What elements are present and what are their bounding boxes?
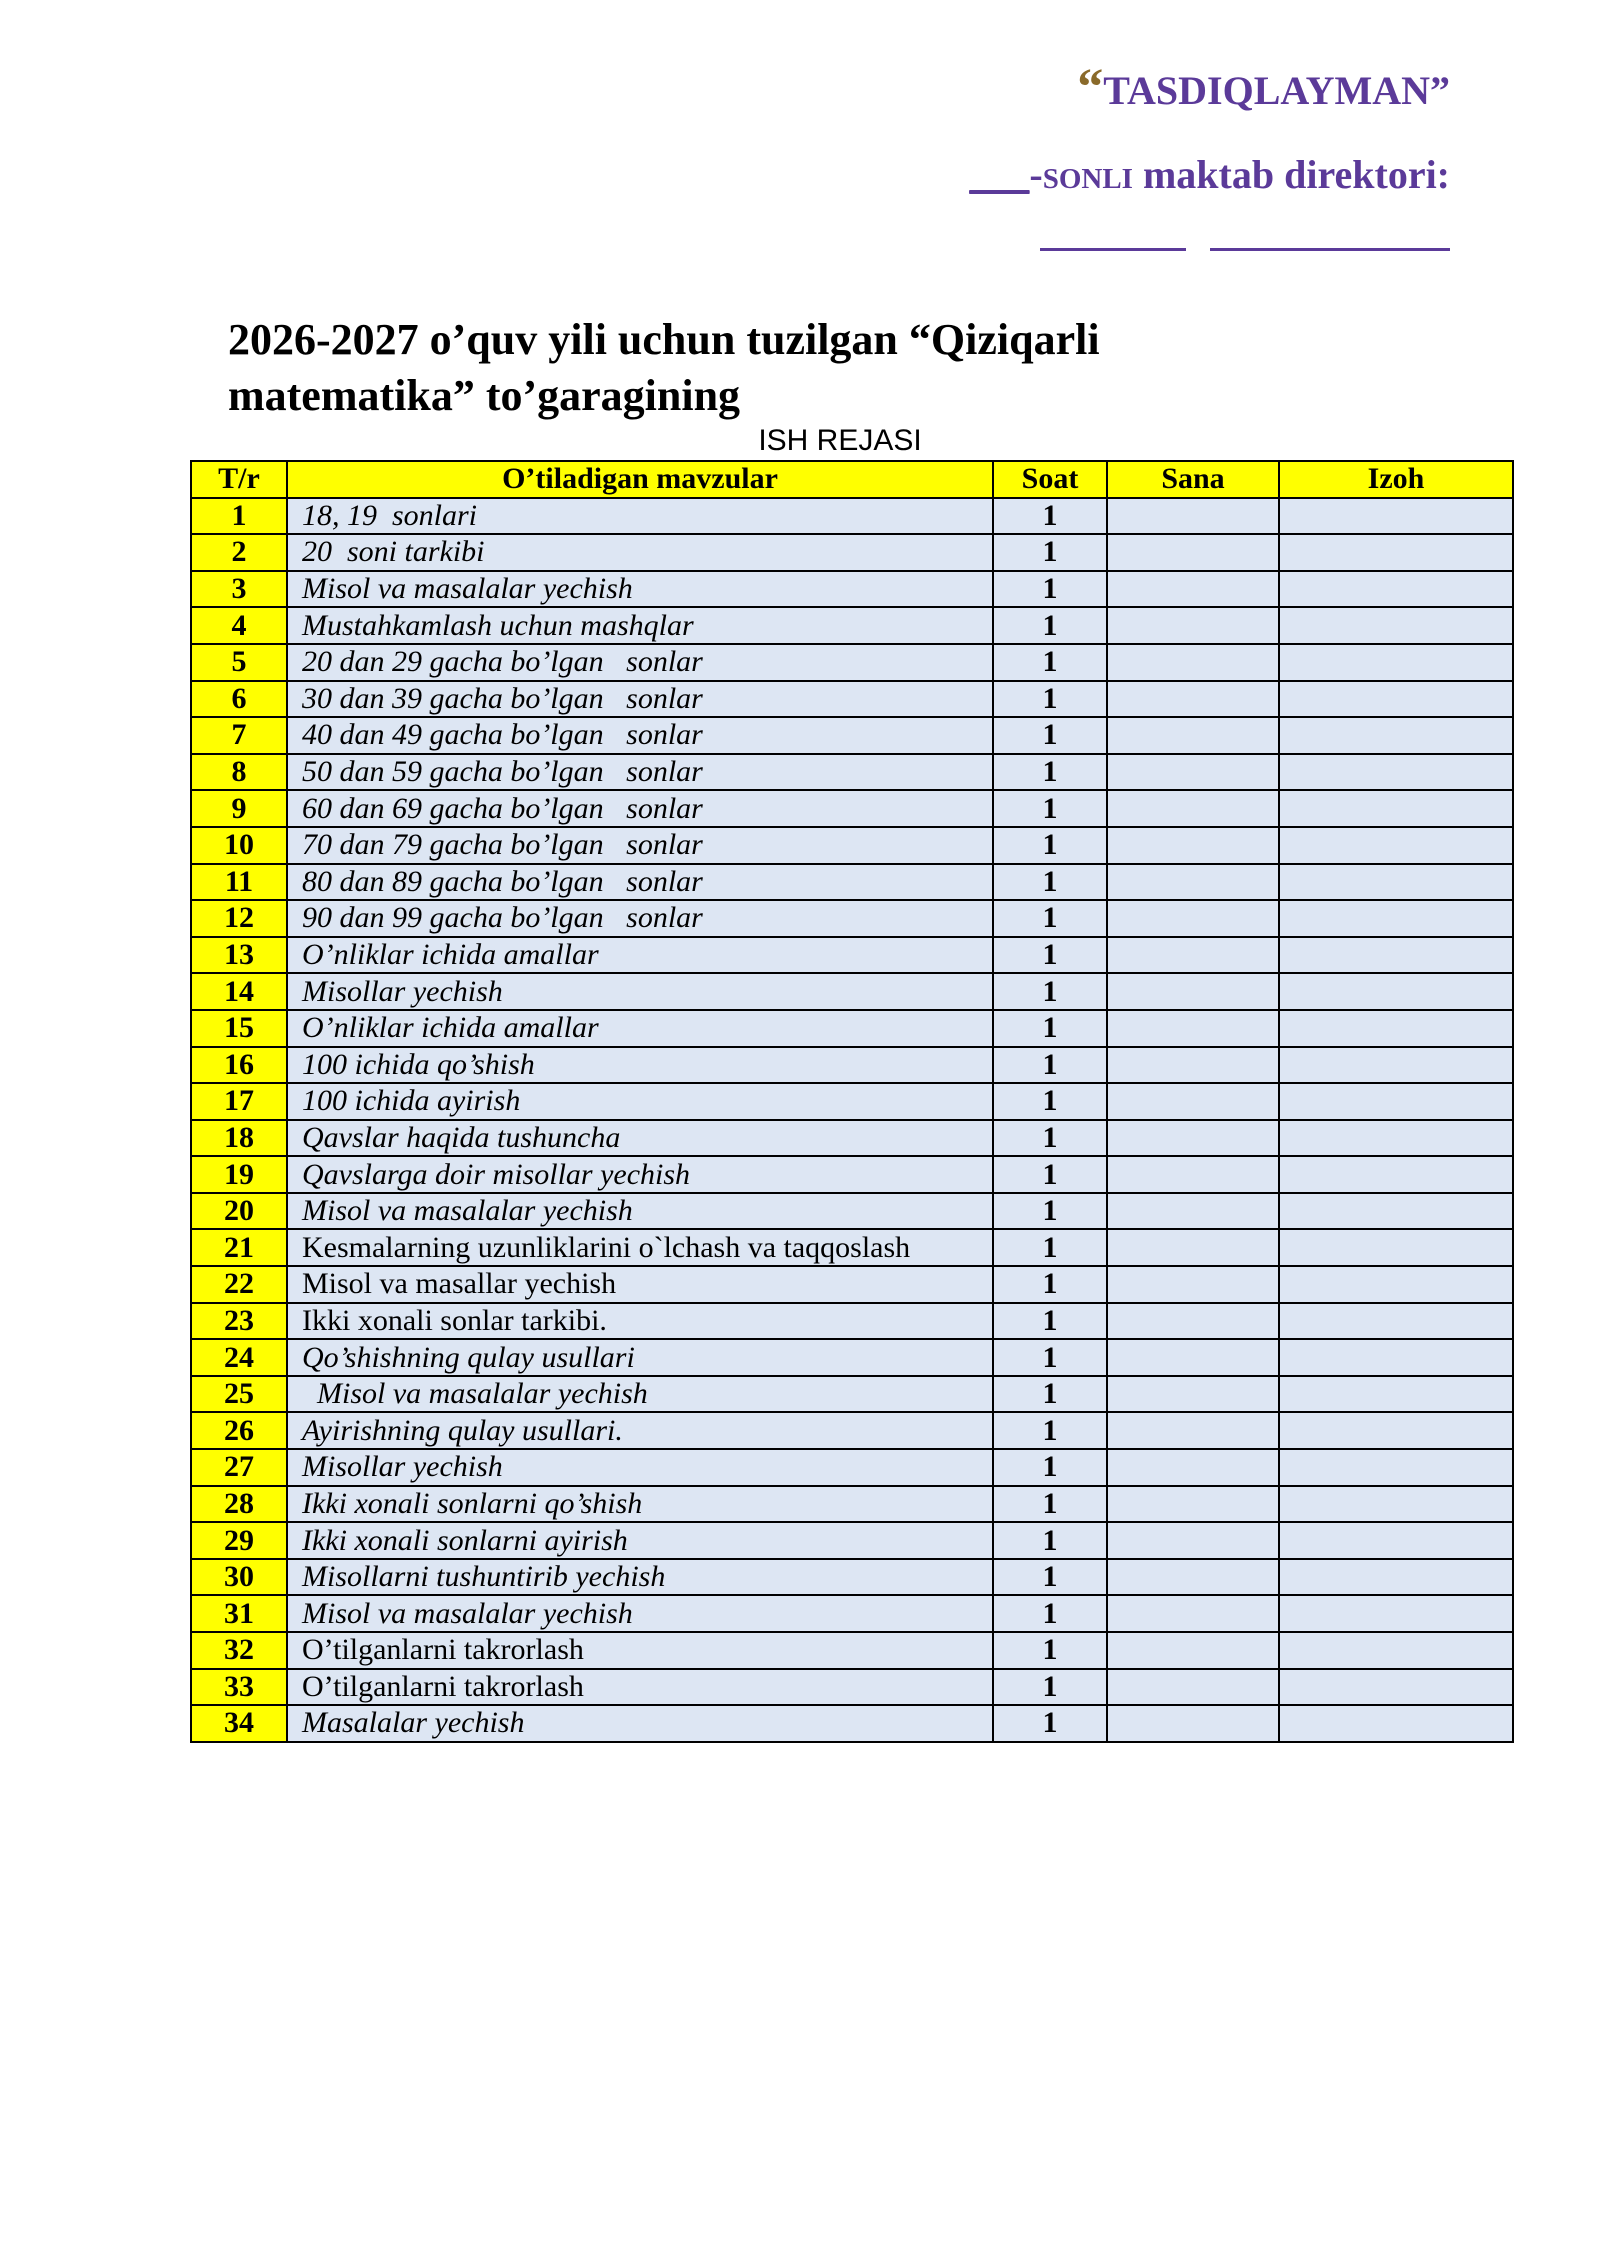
row-number: 14 bbox=[191, 973, 287, 1010]
row-topic: 20 dan 29 gacha bo’lgan sonlar bbox=[287, 644, 993, 681]
table-row bbox=[191, 571, 1513, 608]
row-topic: Masalalar yechish bbox=[287, 1705, 993, 1742]
table-row bbox=[191, 900, 1513, 937]
row-number: 7 bbox=[191, 717, 287, 754]
row-date bbox=[1107, 1559, 1279, 1596]
table-row bbox=[191, 644, 1513, 681]
signature-line-long bbox=[1210, 228, 1450, 251]
row-topic: Ikki xonali sonlarni ayirish bbox=[287, 1522, 993, 1559]
row-topic: Qavslar haqida tushuncha bbox=[287, 1120, 993, 1157]
document-title: 2026-2027 o’quv yili uchun tuzilgan “Qiziqarli matematika” to’garagining bbox=[228, 315, 1100, 420]
row-date bbox=[1107, 1083, 1279, 1120]
row-number: 5 bbox=[191, 644, 287, 681]
approval-word: TASDIQLAYMAN” bbox=[1103, 68, 1450, 113]
row-number: 8 bbox=[191, 754, 287, 791]
row-topic: Misol va masallar yechish bbox=[287, 1266, 993, 1303]
row-number: 19 bbox=[191, 1156, 287, 1193]
row-hours: 1 bbox=[993, 1376, 1107, 1413]
approval-block bbox=[969, 58, 1450, 254]
signature-line-short bbox=[1040, 228, 1186, 251]
row-topic: 18, 19 sonlari bbox=[287, 498, 993, 535]
row-number: 23 bbox=[191, 1303, 287, 1340]
row-topic: 20 soni tarkibi bbox=[287, 534, 993, 571]
row-number: 26 bbox=[191, 1412, 287, 1449]
row-note bbox=[1279, 534, 1513, 571]
work-plan-table bbox=[190, 460, 1514, 1743]
row-note bbox=[1279, 1705, 1513, 1742]
table-row bbox=[191, 498, 1513, 535]
row-topic: O’nliklar ichida amallar bbox=[287, 937, 993, 974]
row-date bbox=[1107, 1266, 1279, 1303]
row-number: 21 bbox=[191, 1229, 287, 1266]
table-row bbox=[191, 973, 1513, 1010]
row-date bbox=[1107, 534, 1279, 571]
table-row bbox=[191, 1595, 1513, 1632]
row-hours: 1 bbox=[993, 1449, 1107, 1486]
row-note bbox=[1279, 1156, 1513, 1193]
row-note bbox=[1279, 1522, 1513, 1559]
row-topic: Misollar yechish bbox=[287, 973, 993, 1010]
row-date bbox=[1107, 1522, 1279, 1559]
row-number: 28 bbox=[191, 1486, 287, 1523]
row-note bbox=[1279, 1229, 1513, 1266]
row-topic: Ikki xonali sonlarni qo’shish bbox=[287, 1486, 993, 1523]
row-note bbox=[1279, 1266, 1513, 1303]
row-hours: 1 bbox=[993, 717, 1107, 754]
row-topic: 70 dan 79 gacha bo’lgan sonlar bbox=[287, 827, 993, 864]
table-row bbox=[191, 1266, 1513, 1303]
row-number: 30 bbox=[191, 1559, 287, 1596]
row-date bbox=[1107, 864, 1279, 901]
row-hours: 1 bbox=[993, 1705, 1107, 1742]
row-note bbox=[1279, 1595, 1513, 1632]
row-number: 13 bbox=[191, 937, 287, 974]
row-date bbox=[1107, 1705, 1279, 1742]
row-number: 2 bbox=[191, 534, 287, 571]
row-date bbox=[1107, 754, 1279, 791]
row-topic: 50 dan 59 gacha bo’lgan sonlar bbox=[287, 754, 993, 791]
row-date bbox=[1107, 607, 1279, 644]
row-note bbox=[1279, 571, 1513, 608]
table-row bbox=[191, 1156, 1513, 1193]
row-number: 31 bbox=[191, 1595, 287, 1632]
table-row bbox=[191, 790, 1513, 827]
school-dash: - bbox=[1029, 152, 1043, 197]
row-hours: 1 bbox=[993, 534, 1107, 571]
row-number: 1 bbox=[191, 498, 287, 535]
row-note bbox=[1279, 681, 1513, 718]
document-subtitle: ISH REJASI bbox=[758, 424, 922, 457]
row-hours: 1 bbox=[993, 571, 1107, 608]
row-hours: 1 bbox=[993, 1632, 1107, 1669]
row-number: 32 bbox=[191, 1632, 287, 1669]
row-note bbox=[1279, 754, 1513, 791]
row-topic: Misollarni tushuntirib yechish bbox=[287, 1559, 993, 1596]
table-row bbox=[191, 1522, 1513, 1559]
table-row bbox=[191, 1339, 1513, 1376]
row-number: 22 bbox=[191, 1266, 287, 1303]
table-row bbox=[191, 1120, 1513, 1157]
table-row bbox=[191, 1376, 1513, 1413]
row-note bbox=[1279, 1412, 1513, 1449]
row-date bbox=[1107, 1193, 1279, 1230]
row-hours: 1 bbox=[993, 1412, 1107, 1449]
table-row bbox=[191, 1559, 1513, 1596]
table-row bbox=[191, 1412, 1513, 1449]
row-date bbox=[1107, 1376, 1279, 1413]
row-topic: 30 dan 39 gacha bo’lgan sonlar bbox=[287, 681, 993, 718]
row-hours: 1 bbox=[993, 1522, 1107, 1559]
row-number: 29 bbox=[191, 1522, 287, 1559]
row-topic: Qo’shishning qulay usullari bbox=[287, 1339, 993, 1376]
row-hours: 1 bbox=[993, 1120, 1107, 1157]
table-row bbox=[191, 1449, 1513, 1486]
table-row bbox=[191, 717, 1513, 754]
row-hours: 1 bbox=[993, 1303, 1107, 1340]
table-row bbox=[191, 1010, 1513, 1047]
row-topic: Misol va masalalar yechish bbox=[287, 1193, 993, 1230]
row-date bbox=[1107, 1632, 1279, 1669]
table-row bbox=[191, 1083, 1513, 1120]
row-hours: 1 bbox=[993, 681, 1107, 718]
row-number: 15 bbox=[191, 1010, 287, 1047]
table-row bbox=[191, 1669, 1513, 1706]
row-date bbox=[1107, 790, 1279, 827]
header-note: Izoh bbox=[1279, 461, 1513, 498]
row-number: 10 bbox=[191, 827, 287, 864]
row-hours: 1 bbox=[993, 754, 1107, 791]
table-row bbox=[191, 607, 1513, 644]
row-hours: 1 bbox=[993, 1669, 1107, 1706]
row-number: 17 bbox=[191, 1083, 287, 1120]
row-date bbox=[1107, 681, 1279, 718]
row-topic: 60 dan 69 gacha bo’lgan sonlar bbox=[287, 790, 993, 827]
row-topic: Kesmalarning uzunliklarini o`lchash va taqqoslash bbox=[287, 1229, 993, 1266]
row-topic: Mustahkamlash uchun mashqlar bbox=[287, 607, 993, 644]
row-note bbox=[1279, 498, 1513, 535]
school-sonli: SONLI bbox=[1042, 163, 1133, 195]
table-row bbox=[191, 864, 1513, 901]
row-hours: 1 bbox=[993, 827, 1107, 864]
approval-heading bbox=[969, 58, 1450, 117]
row-date bbox=[1107, 1669, 1279, 1706]
row-hours: 1 bbox=[993, 1559, 1107, 1596]
row-note bbox=[1279, 973, 1513, 1010]
row-topic: O’tilganlarni takrorlash bbox=[287, 1632, 993, 1669]
row-number: 27 bbox=[191, 1449, 287, 1486]
row-hours: 1 bbox=[993, 1047, 1107, 1084]
row-number: 3 bbox=[191, 571, 287, 608]
table-row bbox=[191, 827, 1513, 864]
row-note bbox=[1279, 937, 1513, 974]
row-note bbox=[1279, 1120, 1513, 1157]
row-number: 24 bbox=[191, 1339, 287, 1376]
row-date bbox=[1107, 900, 1279, 937]
row-date bbox=[1107, 1047, 1279, 1084]
header-number: T/r bbox=[191, 461, 287, 498]
row-number: 18 bbox=[191, 1120, 287, 1157]
row-hours: 1 bbox=[993, 1193, 1107, 1230]
row-topic: 80 dan 89 gacha bo’lgan sonlar bbox=[287, 864, 993, 901]
row-number: 4 bbox=[191, 607, 287, 644]
row-date bbox=[1107, 498, 1279, 535]
row-note bbox=[1279, 1559, 1513, 1596]
row-note bbox=[1279, 607, 1513, 644]
row-number: 20 bbox=[191, 1193, 287, 1230]
row-hours: 1 bbox=[993, 1229, 1107, 1266]
row-date bbox=[1107, 717, 1279, 754]
row-note bbox=[1279, 1303, 1513, 1340]
row-hours: 1 bbox=[993, 644, 1107, 681]
row-note bbox=[1279, 1669, 1513, 1706]
table-row bbox=[191, 1229, 1513, 1266]
row-hours: 1 bbox=[993, 1083, 1107, 1120]
row-note bbox=[1279, 1083, 1513, 1120]
row-note bbox=[1279, 1339, 1513, 1376]
row-number: 6 bbox=[191, 681, 287, 718]
table-row bbox=[191, 681, 1513, 718]
row-date bbox=[1107, 937, 1279, 974]
row-topic: 100 ichida qo’shish bbox=[287, 1047, 993, 1084]
table-row bbox=[191, 1632, 1513, 1669]
row-hours: 1 bbox=[993, 900, 1107, 937]
row-topic: O’tilganlarni takrorlash bbox=[287, 1669, 993, 1706]
row-note bbox=[1279, 1632, 1513, 1669]
table-row bbox=[191, 534, 1513, 571]
school-director-line bbox=[969, 151, 1450, 198]
row-date bbox=[1107, 1486, 1279, 1523]
row-note bbox=[1279, 827, 1513, 864]
row-date bbox=[1107, 1010, 1279, 1047]
approval-open-quote: “ bbox=[1077, 59, 1104, 116]
row-topic: Ayirishning qulay usullari. bbox=[287, 1412, 993, 1449]
row-hours: 1 bbox=[993, 1339, 1107, 1376]
table-row bbox=[191, 1705, 1513, 1742]
row-topic: 40 dan 49 gacha bo’lgan sonlar bbox=[287, 717, 993, 754]
signature-lines bbox=[969, 228, 1450, 254]
row-number: 9 bbox=[191, 790, 287, 827]
table-row bbox=[191, 1193, 1513, 1230]
row-note bbox=[1279, 900, 1513, 937]
row-hours: 1 bbox=[993, 790, 1107, 827]
row-note bbox=[1279, 1449, 1513, 1486]
row-date bbox=[1107, 571, 1279, 608]
row-topic: 100 ichida ayirish bbox=[287, 1083, 993, 1120]
row-number: 12 bbox=[191, 900, 287, 937]
row-topic: Misollar yechish bbox=[287, 1449, 993, 1486]
row-hours: 1 bbox=[993, 973, 1107, 1010]
row-note bbox=[1279, 1047, 1513, 1084]
row-date bbox=[1107, 1156, 1279, 1193]
table-row bbox=[191, 937, 1513, 974]
row-hours: 1 bbox=[993, 1595, 1107, 1632]
row-note bbox=[1279, 1193, 1513, 1230]
header-hours: Soat bbox=[993, 461, 1107, 498]
row-date bbox=[1107, 827, 1279, 864]
table-header-row bbox=[191, 461, 1513, 498]
row-hours: 1 bbox=[993, 937, 1107, 974]
row-hours: 1 bbox=[993, 1486, 1107, 1523]
row-date bbox=[1107, 1449, 1279, 1486]
row-number: 34 bbox=[191, 1705, 287, 1742]
row-number: 25 bbox=[191, 1376, 287, 1413]
row-topic: Ikki xonali sonlar tarkibi. bbox=[287, 1303, 993, 1340]
table-body bbox=[191, 498, 1513, 1742]
row-number: 11 bbox=[191, 864, 287, 901]
row-note bbox=[1279, 1376, 1513, 1413]
row-hours: 1 bbox=[993, 607, 1107, 644]
row-date bbox=[1107, 1120, 1279, 1157]
table-row bbox=[191, 1303, 1513, 1340]
row-note bbox=[1279, 790, 1513, 827]
table-row bbox=[191, 754, 1513, 791]
row-note bbox=[1279, 864, 1513, 901]
school-number-blank: ___ bbox=[969, 152, 1030, 197]
header-topics: O’tiladigan mavzular bbox=[287, 461, 993, 498]
row-hours: 1 bbox=[993, 498, 1107, 535]
row-hours: 1 bbox=[993, 1156, 1107, 1193]
table-row bbox=[191, 1047, 1513, 1084]
row-date bbox=[1107, 1339, 1279, 1376]
row-hours: 1 bbox=[993, 864, 1107, 901]
row-topic: Misol va masalalar yechish bbox=[287, 571, 993, 608]
table-row bbox=[191, 1486, 1513, 1523]
row-topic: 90 dan 99 gacha bo’lgan sonlar bbox=[287, 900, 993, 937]
row-date bbox=[1107, 1595, 1279, 1632]
row-date bbox=[1107, 1303, 1279, 1340]
row-date bbox=[1107, 973, 1279, 1010]
school-director-label: maktab direktori: bbox=[1142, 152, 1450, 197]
row-hours: 1 bbox=[993, 1266, 1107, 1303]
row-hours: 1 bbox=[993, 1010, 1107, 1047]
row-note bbox=[1279, 644, 1513, 681]
row-date bbox=[1107, 644, 1279, 681]
row-note bbox=[1279, 1010, 1513, 1047]
row-number: 16 bbox=[191, 1047, 287, 1084]
header-date: Sana bbox=[1107, 461, 1279, 498]
row-date bbox=[1107, 1229, 1279, 1266]
row-date bbox=[1107, 1412, 1279, 1449]
row-note bbox=[1279, 717, 1513, 754]
row-note bbox=[1279, 1486, 1513, 1523]
row-topic: O’nliklar ichida amallar bbox=[287, 1010, 993, 1047]
row-topic: Misol va masalalar yechish bbox=[287, 1376, 993, 1413]
row-number: 33 bbox=[191, 1669, 287, 1706]
row-topic: Misol va masalalar yechish bbox=[287, 1595, 993, 1632]
row-topic: Qavslarga doir misollar yechish bbox=[287, 1156, 993, 1193]
